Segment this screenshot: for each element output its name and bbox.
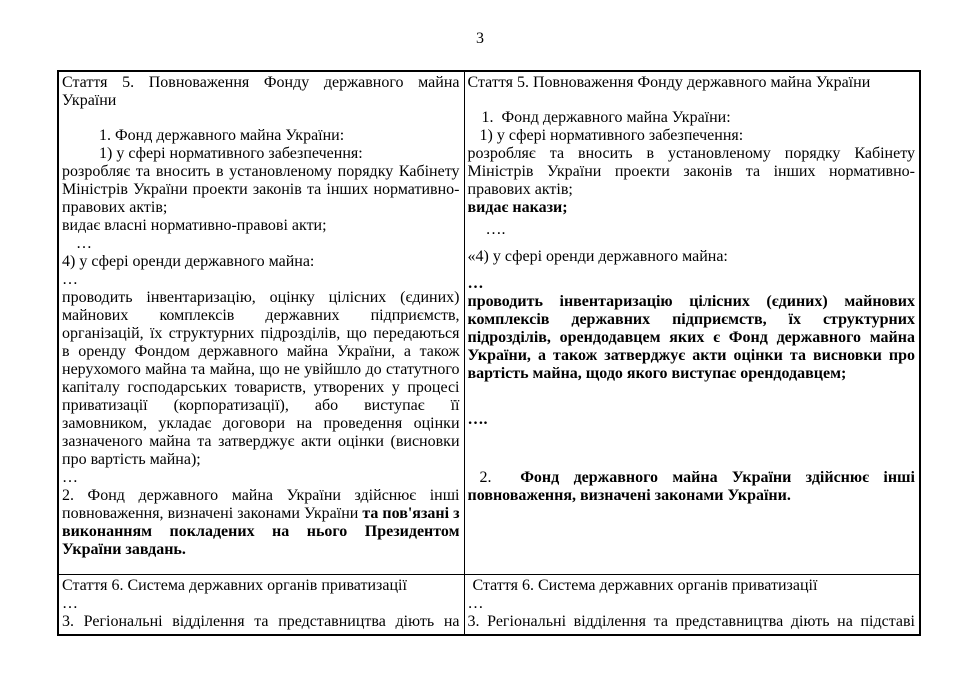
article5-current-version-cell <box>58 71 464 575</box>
clause-1-1: 1) у сфері нормативного забезпечення: <box>99 145 363 162</box>
article5-heading-proposed: Стаття 5. Повноваження Фонду державного майна України <box>467 74 871 91</box>
ellipsis: … <box>62 271 78 288</box>
article5-heading-current: Стаття 5. Повноваження Фонду державного майна України <box>62 74 460 109</box>
paragraph-develop: розробляє та вносить в установленому порядку Кабінету Міністрів України проекти законів та інших нормативно-правових актів; <box>467 145 915 198</box>
paragraph-develop: розробляє та вносить в установленому порядку Кабінету Міністрів України проекти законів та інших нормативно-правових актів; <box>62 163 460 216</box>
clause-3: 3. Регіональні відділення та представництва діють на підставі <box>467 613 915 630</box>
article6-heading-current: Стаття 6. Система державних органів приватизації <box>62 577 407 594</box>
ellipsis: … <box>467 275 484 292</box>
clause-1-1: 1) у сфері нормативного забезпечення: <box>479 127 744 144</box>
ellipsis: … <box>76 235 92 252</box>
article6-heading-proposed: Стаття 6. Система державних органів приватизації <box>472 577 818 594</box>
article6-proposed-version-cell <box>464 575 920 636</box>
clause-3: 3. Регіональні відділення та представництва діють на <box>62 613 460 630</box>
clause-2-bold-text: та пов'язані з виконанням покладених на нього Президентом України завдань. <box>62 505 460 558</box>
table-row-article6 <box>58 575 920 636</box>
clause-1: 1. Фонд державного майна України: <box>99 127 345 144</box>
paragraph-inventory: проводить інвентаризацію цілісних (єдиних) майнових комплексів державних підприємств, їх структурних підрозділів, орендодавцем яких є Фонд державного майна України, а також затверджує акти оцінки та висновки про вартість майна, щодо якого виступає орендодавцем; <box>467 293 915 382</box>
paragraph-issue-orders: видає накази; <box>467 199 568 216</box>
clause-1: 1. Фонд державного майна України: <box>481 109 731 126</box>
ellipsis: … <box>62 469 78 486</box>
ellipsis: …. <box>485 221 506 238</box>
clause-2-number: 2. <box>479 469 521 486</box>
clause-1-4: «4) у сфері оренди державного майна: <box>467 248 728 265</box>
paragraph-inventory: проводить інвентаризацію, оцінку цілісних (єдиних) майнових комплексів державних підприємств, організацій, їх структурних підрозділів, що передаються в оренду Фондом державного майна України, а також нерухомого майна та майна, що не увійшло до статутного капіталу господарських товариств, утворених у процесі приватизації (корпоратизації), або виступає її замовником, укладає договори на проведення оцінки зазначеного майна та затверджує акти оцінки (висновки про вартість майна); <box>62 289 460 468</box>
clause-2 <box>62 487 460 559</box>
page-number: 3 <box>476 30 484 47</box>
clause-2 <box>468 469 916 505</box>
clause-2-normal-text: 2. Фонд державного майна України здійснює інші повноваження, визначені законами України <box>62 487 460 522</box>
article6-current-version-cell <box>58 575 464 636</box>
ellipsis: …. <box>467 411 488 428</box>
ellipsis: … <box>62 595 78 612</box>
paragraph-issue-acts: видає власні нормативно-правові акти; <box>62 217 327 234</box>
clause-2-bold-text: Фонд державного майна України здійснює інші повноваження, визначені законами України. <box>467 469 916 504</box>
clause-1-4: 4) у сфері оренди державного майна: <box>62 253 315 270</box>
article5-proposed-version-cell <box>464 71 920 575</box>
ellipsis: … <box>467 595 484 612</box>
comparison-table <box>57 70 921 636</box>
table-row-article5 <box>58 71 920 575</box>
